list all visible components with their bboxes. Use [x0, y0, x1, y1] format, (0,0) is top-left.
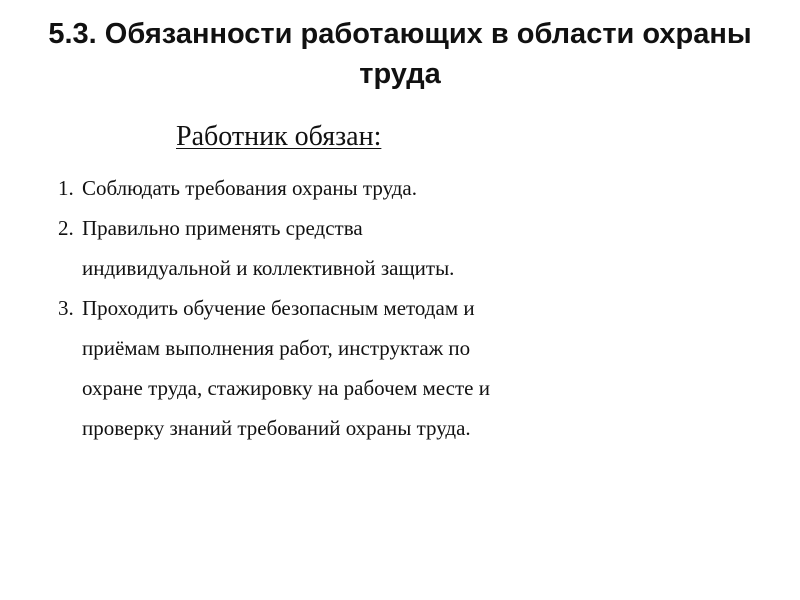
- slide-subtitle: Работник обязан:: [176, 121, 382, 152]
- slide-title-line-1: 5.3. Обязанности работающих в области охраны: [48, 18, 752, 50]
- list-item-text: охране труда, стажировку на рабочем месте и: [82, 376, 490, 400]
- list-item-text: Правильно применять средства: [82, 216, 363, 240]
- list-item-text: приёмам выполнения работ, инструктаж по: [82, 336, 471, 360]
- slide-title: [0, 14, 800, 94]
- list-item-text: проверку знаний требований охраны труда.: [82, 416, 471, 440]
- slide-title-line-2: труда: [359, 58, 441, 90]
- list-item-number: 2.: [58, 216, 74, 240]
- list-item-text: индивидуальной и коллективной защиты.: [82, 256, 455, 280]
- list-item-text: Проходить обучение безопасным методам и: [82, 296, 475, 320]
- list-item-text: Соблюдать требования охраны труда.: [82, 176, 418, 200]
- list-item-number: 3.: [58, 296, 74, 320]
- list-item-number: 1.: [58, 176, 74, 200]
